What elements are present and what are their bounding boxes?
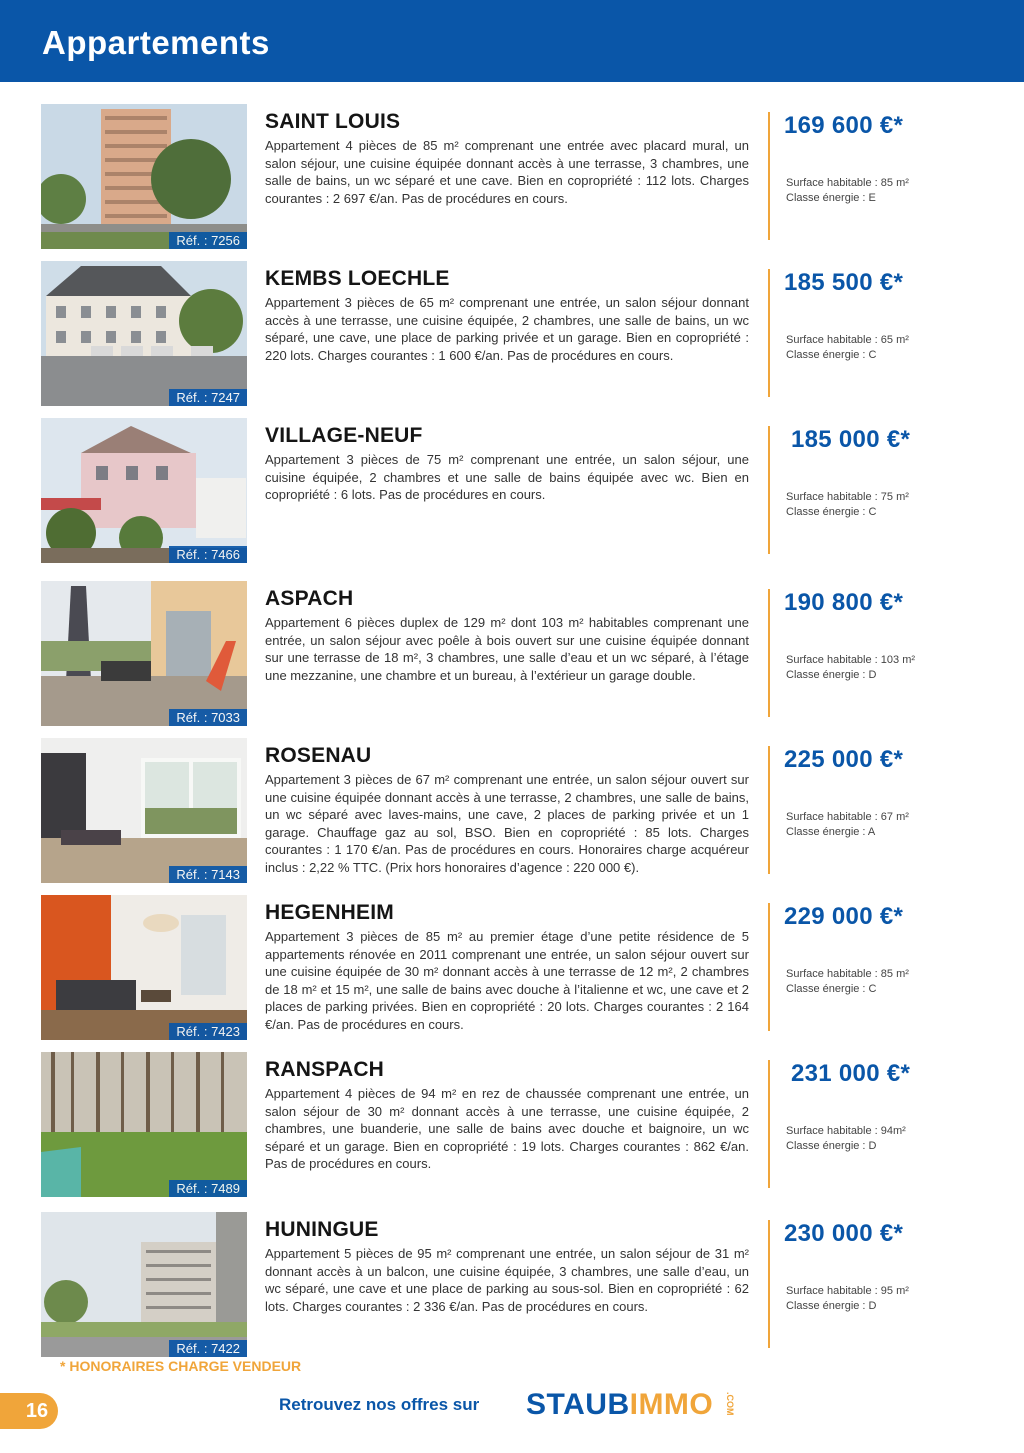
listing-photo[interactable] — [41, 1212, 247, 1357]
listing-photo[interactable] — [41, 895, 247, 1040]
listing-price: 231 000 €* — [791, 1060, 911, 1087]
listing-title: HEGENHEIM — [265, 901, 394, 924]
listing-photo[interactable] — [41, 1052, 247, 1197]
divider — [768, 589, 770, 717]
listing-details — [786, 333, 909, 363]
logo-part-immo: IMMO — [629, 1388, 714, 1421]
reference-label: Réf. : 7247 — [169, 389, 247, 406]
surface-text: Surface habitable : 85 m² — [786, 177, 909, 189]
listing-title: HUNINGUE — [265, 1218, 379, 1241]
surface-text: Surface habitable : 75 m² — [786, 491, 909, 503]
reference-label: Réf. : 7033 — [169, 709, 247, 726]
reference-label: Réf. : 7256 — [169, 232, 247, 249]
surface-text: Surface habitable : 94m² — [786, 1125, 906, 1137]
listing-title: ASPACH — [265, 587, 354, 610]
page-number: 16 — [25, 1400, 49, 1422]
energy-class-text: Classe énergie : C — [786, 506, 877, 518]
surface-text: Surface habitable : 103 m² — [786, 654, 916, 666]
listing-description: Appartement 4 pièces de 85 m² comprenant une entrée avec placard mural, un salon séjour, une cuisine équipée donnant accès à une terrasse, 3 chambres, une salle de bains, un wc séparé et une cave. Bien en copropriété : 112 lots. Charges courantes : 2 697 €/an. Pas de procédures en cours. — [265, 138, 749, 206]
listing-price: 169 600 €* — [784, 112, 904, 139]
logo-part-staub: STAUB — [526, 1388, 630, 1421]
surface-text: Surface habitable : 85 m² — [786, 968, 909, 980]
listing-huningue[interactable] — [0, 1212, 1024, 1362]
listing-details — [786, 653, 915, 683]
listing-hegenheim[interactable] — [0, 895, 1024, 1045]
divider — [768, 1220, 770, 1348]
reference-label: Réf. : 7423 — [169, 1023, 247, 1040]
listing-details — [786, 1124, 906, 1154]
divider — [768, 746, 770, 874]
fee-footnote: * HONORAIRES CHARGE VENDEUR — [60, 1358, 302, 1374]
listing-description: Appartement 3 pièces de 75 m² comprenant une entrée, un salon séjour, une cuisine équipée, 2 chambres et une salle de bains équipée avec wc. Bien en copropriété : 6 lots. Pas de procédures en cours. — [265, 452, 749, 503]
listing-title: ROSENAU — [265, 744, 372, 767]
listing-description: Appartement 3 pièces de 85 m² au premier étage d’une petite résidence de 5 appartements rénovée en 2011 comprenant une entrée, un salon séjour ouvert sur une cuisine équipée de 30 m² donnant accès à une terrasse de 12 m², 2 chambres de 18 m² et 15 m², une salle de bains avec douche à l’italienne et wc, une cave et 2 places de parking privées. Bien en copropriété : 20 lots. Charges courantes : 2 164 €/an. Pas de procédures en cours. — [265, 929, 749, 1032]
energy-class-text: Classe énergie : D — [786, 1140, 877, 1152]
listing-photo[interactable] — [41, 418, 247, 563]
reference-label: Réf. : 7489 — [169, 1180, 247, 1197]
listing-saint-louis[interactable] — [0, 104, 1024, 254]
listing-kembs-loechle[interactable] — [0, 261, 1024, 411]
listing-description: Appartement 6 pièces duplex de 129 m² dont 103 m² habitables comprenant une entrée, un salon séjour avec poêle à bois ouvert sur une cuisine équipée donnant sur une terrasse de 18 m², 3 chambres, une salle d’eau et un wc séparé, à l’étage une mezzanine, une chambre et un bureau, à l’extérieur un garage double. — [265, 615, 749, 683]
page-header — [0, 0, 1024, 82]
listing-title: RANSPACH — [265, 1058, 385, 1081]
listing-title: VILLAGE-NEUF — [265, 424, 423, 447]
energy-class-text: Classe énergie : D — [786, 1300, 877, 1312]
energy-class-text: Classe énergie : D — [786, 669, 877, 681]
energy-class-text: Classe énergie : A — [786, 826, 876, 838]
listing-photo[interactable] — [41, 581, 247, 726]
surface-text: Surface habitable : 65 m² — [786, 334, 909, 346]
reference-label: Réf. : 7422 — [169, 1340, 247, 1357]
logo-suffix-com: .COM — [725, 1392, 735, 1416]
divider — [768, 112, 770, 240]
divider — [768, 1060, 770, 1188]
surface-text: Surface habitable : 95 m² — [786, 1285, 909, 1297]
listing-price: 229 000 €* — [784, 903, 904, 930]
listing-price: 225 000 €* — [784, 746, 904, 773]
page-number-badge — [0, 1393, 58, 1429]
energy-class-text: Classe énergie : C — [786, 983, 877, 995]
listing-village-neuf[interactable] — [0, 418, 1024, 568]
reference-label: Réf. : 7466 — [169, 546, 247, 563]
listing-details — [786, 1284, 909, 1314]
listing-price: 185 500 €* — [784, 269, 904, 296]
page-title: Appartements — [42, 24, 270, 61]
listing-photo[interactable] — [41, 104, 247, 249]
reference-label: Réf. : 7143 — [169, 866, 247, 883]
listing-photo[interactable] — [41, 261, 247, 406]
listing-title: KEMBS LOECHLE — [265, 267, 450, 290]
listing-details — [786, 490, 909, 520]
listing-details — [786, 810, 909, 840]
divider — [768, 426, 770, 554]
listing-details — [786, 176, 909, 206]
listing-aspach[interactable] — [0, 581, 1024, 731]
divider — [768, 903, 770, 1031]
divider — [768, 269, 770, 397]
energy-class-text: Classe énergie : E — [786, 192, 876, 204]
listing-photo[interactable] — [41, 738, 247, 883]
listing-description: Appartement 4 pièces de 94 m² en rez de chaussée comprenant une entrée, un salon séjour de 30 m² donnant accès à une terrasse, une cuisine équipée, 2 chambres, une buanderie, une salle de bains avec douche et baignoire, un wc séparé et un garage. Bien en copropriété : 19 lots. Charges courantes : 862 €/an. Pas de procédures en cours. — [265, 1086, 749, 1172]
listing-description: Appartement 5 pièces de 95 m² comprenant une entrée, un salon séjour de 31 m² donnant accès à un balcon, une cuisine équipée, 3 chambres, une salle d’eau, un wc séparé, une cave et une place de parking au sous-sol. Bien en copropriété : 62 lots. Charges courantes : 2 336 €/an. Pas de procédures en cours. — [265, 1246, 749, 1314]
listing-title: SAINT LOUIS — [265, 110, 401, 133]
listing-price: 230 000 €* — [784, 1220, 904, 1247]
energy-class-text: Classe énergie : C — [786, 349, 877, 361]
staubimmo-logo[interactable] — [526, 1388, 713, 1422]
listing-description: Appartement 3 pièces de 67 m² comprenant une entrée, un salon séjour ouvert sur une cuisine équipée donnant accès à une terrasse, 2 chambres, une salle de bains, un wc séparé avec laves-mains, une cave, 2 places de parking privée et un 1 garage. Chauffage gaz au sol, BSO. Bien en copropriété : 85 lots. Charges courantes : 1 170 €/an. Pas de procédures en cours. Honoraires charge acquéreur inclus : 2,22 % TTC. (Prix hors honoraires d’agence : 220 000 €). — [265, 772, 749, 875]
footer-cta-text: Retrouvez nos offres sur — [279, 1395, 480, 1414]
surface-text: Surface habitable : 67 m² — [786, 811, 909, 823]
listing-price: 185 000 €* — [791, 426, 911, 453]
listing-ranspach[interactable] — [0, 1052, 1024, 1202]
listing-price: 190 800 €* — [784, 589, 904, 616]
listing-rosenau[interactable] — [0, 738, 1024, 888]
listing-description: Appartement 3 pièces de 65 m² comprenant une entrée, un salon séjour donnant accès à une terrasse, une cuisine équipée, 2 chambres, une salle de bains, un wc séparé, une cave, une place de parking privée et un garage. Bien en copropriété : 220 lots. Charges courantes : 1 600 €/an. Pas de procédures en cours. — [265, 295, 749, 363]
listing-details — [786, 967, 909, 997]
